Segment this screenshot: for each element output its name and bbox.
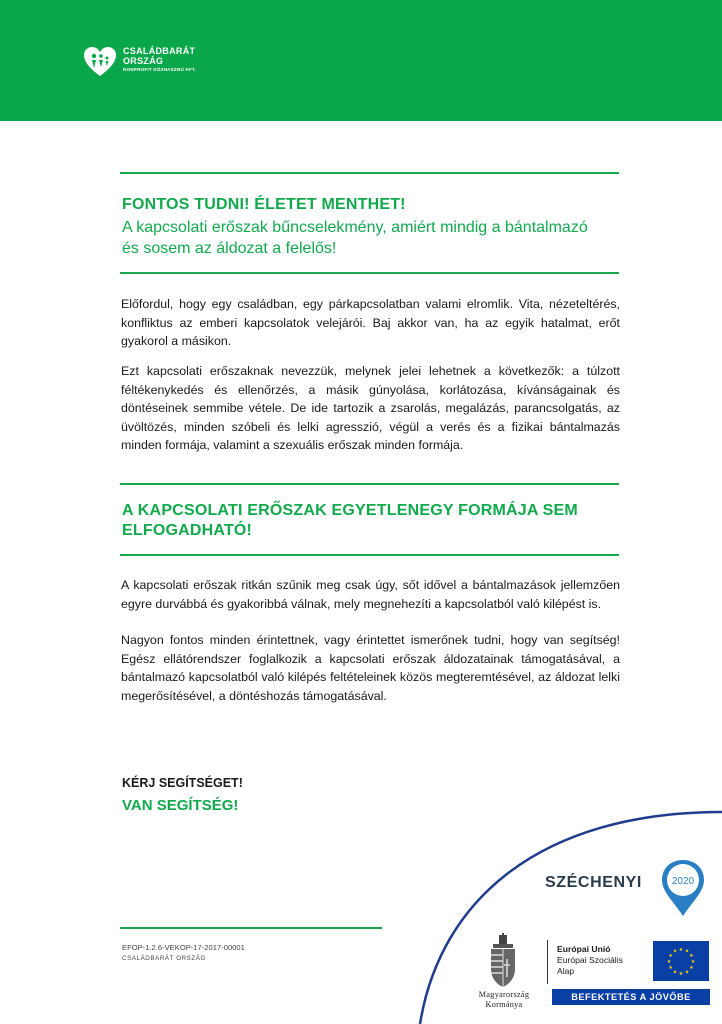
eu-divider — [547, 940, 548, 984]
svg-text:★: ★ — [668, 965, 673, 971]
eu-line3: Alap — [557, 966, 575, 976]
help-line1: KÉRJ SEGÍTSÉGET! — [122, 776, 243, 790]
government-logo-text — [465, 990, 543, 1010]
help-line2: VAN SEGÍTSÉG! — [122, 797, 239, 814]
eu-stars-icon — [653, 941, 709, 981]
divider — [120, 172, 619, 174]
divider — [120, 483, 619, 485]
svg-text:★: ★ — [684, 969, 690, 976]
eu-fund-text — [557, 944, 623, 977]
eu-line2: Európai Szociális — [557, 955, 623, 965]
svg-text:★: ★ — [690, 959, 696, 965]
org-name: CSALÁDBARÁT ORSZÁG — [122, 955, 206, 962]
svg-text:★: ★ — [678, 947, 684, 953]
paragraph: Előfordul, hogy egy családban, egy párkapcsolatban valami elromlik. Vita, nézeteltérés, konfliktus az emberi kapcsolatok velejárói. Baj akkor van, ha az egyik hatalmat, erőt gyakorol a másikon. — [121, 297, 620, 348]
paragraph: Nagyon fontos minden érintettnek, vagy érintettet ismerőnek tudni, hogy van segítség! Egész ellátórendszer foglalkozik a kapcsolati erőszak áldozatainak támogatásával, a bántalmazó kapcsolatból való kilépés feltételeinek közös megteremtésével, az áldozat lelki megerősítésével, a döntéshozás támogatásával. — [121, 633, 620, 703]
szechenyi-year: 2020 — [671, 876, 695, 887]
divider — [120, 554, 619, 556]
section1-title: FONTOS TUDNI! ÉLETET MENTHET! — [122, 196, 406, 213]
svg-text:★: ★ — [668, 953, 673, 959]
paragraph: A kapcsolati erőszak ritkán szűnik meg csak úgy, sőt idővel a bántalmazások jellemzően egyre durvábbá és gyakoribbá válnak, mely megnehezíti a kapcsolatból való kilépést is. — [121, 578, 620, 611]
logo-title-line1: CSALÁDBARÁT — [123, 46, 196, 56]
csaladbarat-logo — [83, 46, 196, 78]
logo-title-line2: ORSZÁG — [123, 56, 164, 66]
logo-subtitle: NONPROFIT KÖZHASZNÚ KFT. — [123, 67, 196, 72]
section2-title: A KAPCSOLATI ERŐSZAK EGYETLENEGY FORMÁJA SEM ELFOGADHATÓ! — [122, 502, 578, 539]
svg-text:★: ★ — [672, 969, 678, 976]
footer-divider — [120, 927, 382, 929]
eu-flag-icon — [653, 941, 709, 981]
section1-subtitle: A kapcsolati erőszak bűncselekmény, amiért mindig a bántalmazó és sosem az áldozat a felelős! — [122, 219, 588, 257]
svg-text:★: ★ — [684, 948, 690, 955]
heart-family-icon — [83, 46, 117, 78]
szechenyi-pin-icon — [660, 858, 706, 918]
befektetes-banner: BEFEKTETÉS A JÖVŐBE — [552, 989, 710, 1005]
gov-line2: Kormánya — [485, 1000, 523, 1009]
svg-text:★: ★ — [678, 971, 684, 977]
svg-text:★: ★ — [689, 965, 694, 971]
header-banner — [0, 0, 722, 121]
svg-text:★: ★ — [672, 948, 678, 955]
gov-line1: Magyarország — [478, 990, 530, 999]
eu-line1: Európai Unió — [557, 944, 611, 954]
paragraph: Ezt kapcsolati erőszaknak nevezzük, melynek jelei lehetnek a következők: a túlzott féltékenykedés és ellenőrzés, a másik gúnyolása, korlátozása, kívánságainak és döntéseinek semmibe vétele. De ide tartozik a zsarolás, megalázás, parancsolgatás, az üvöltözés, minden szóbeli és lelki agresszió, végül a verés és a fizikai bántalmazás minden formája, valamint a szexuális erőszak minden formája. — [121, 364, 620, 452]
svg-text:★: ★ — [666, 959, 672, 965]
hungarian-crest-icon — [486, 933, 520, 989]
svg-text:★: ★ — [689, 953, 694, 959]
divider — [120, 272, 619, 274]
project-code: EFOP-1.2.6-VEKOP-17-2017-00001 — [122, 943, 245, 952]
szechenyi-logo-text: SZÉCHENYI — [545, 874, 642, 891]
